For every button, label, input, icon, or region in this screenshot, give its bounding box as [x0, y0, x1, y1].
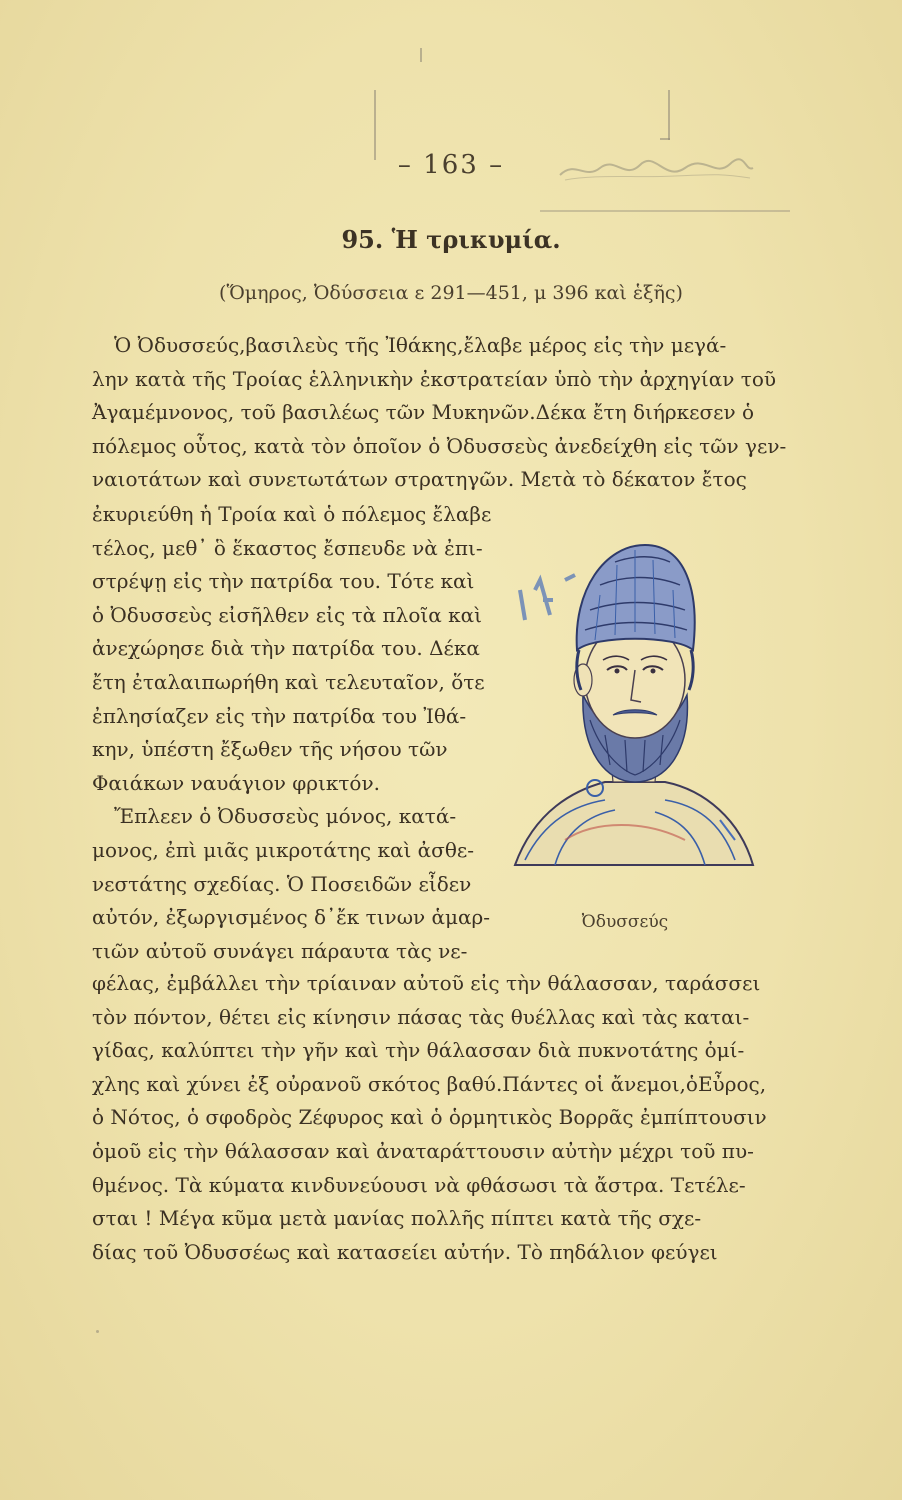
text-line: ὁμοῦ εἰς τὴν θάλασσαν καὶ ἀναταράττουσιν αὐτὴν μέχρι τοῦ πυ-: [92, 1138, 754, 1163]
paragraph-2-bottom: [92, 967, 767, 1269]
odysseus-portrait-illustration: [495, 520, 765, 900]
text-line: σται ! Μέγα κῦμα μετὰ μανίας πολλῆς πίπτει κατὰ τῆς σχε-: [92, 1206, 702, 1231]
text-line: ναιοτάτων καὶ συνετωτάτων στρατηγῶν. Μετὰ τὸ δέκατον ἔτος: [92, 467, 747, 492]
text-line: νεστάτης σχεδίας. Ὁ Ποσειδῶν εἶδεν: [92, 871, 472, 896]
text-line: Φαιάκων ναυάγιον φρικτόν.: [92, 770, 380, 795]
text-line: ἀνεχώρησε διὰ τὴν πατρίδα του. Δέκα: [92, 636, 480, 661]
text-line: κην, ὑπέστη ἔξωθεν τῆς νήσου τῶν: [92, 737, 448, 762]
text-line: ἔτη ἐταλαιπωρήθη καὶ τελευταῖον, ὅτε: [92, 669, 485, 694]
text-line: πόλεμος οὗτος, κατὰ τὸν ὁποῖον ὁ Ὀδυσσεὺς ἀνεδείχθη εἰς τῶν γεν-: [92, 433, 787, 458]
text-line: ὁ Ὀδυσσεὺς εἰσῆλθεν εἰς τὰ πλοῖα καὶ: [92, 602, 482, 627]
pencil-mark-hook: [660, 138, 670, 140]
text-line: στρέψῃ εἰς τὴν πατρίδα του. Τότε καὶ: [92, 569, 475, 594]
text-line: χλης καὶ χύνει ἐξ οὐρανοῦ σκότος βαθύ.Πάντες οἱ ἄνεμοι,ὁΕὖρος,: [92, 1071, 767, 1096]
text-line: τὸν πόντον, θέτει εἰς κίνησιν πάσας τὰς θυέλλας καὶ τὰς καται-: [92, 1004, 750, 1029]
narrow-column-text: [92, 498, 492, 968]
text-line: τέλος, μεθ᾿ ὃ ἕκαστος ἔσπευδε νὰ ἐπι-: [92, 535, 483, 560]
section-heading: [0, 225, 902, 254]
text-line: Ἀγαμέμνονος, τοῦ βασιλέως τῶν Μυκηνῶν.Δέκα ἔτη διήρκεσεν ὁ: [92, 400, 755, 425]
pencil-rule-line: [540, 210, 790, 212]
blue-pencil-annotation: [520, 575, 575, 620]
text-line: δίας τοῦ Ὀδυσσέως καὶ κατασείει αὐτήν. Τὸ πηδάλιον φεύγει: [92, 1239, 718, 1264]
pencil-mark-bottom: [96, 1330, 99, 1333]
pencil-mark-vertical-right: [668, 90, 670, 140]
text-line: Ἔπλεεν ὁ Ὀδυσσεὺς μόνος, κατά-: [114, 804, 457, 829]
section-title: Ἡ τρικυμία.: [391, 225, 561, 254]
text-line: Ὁ Ὀδυσσεύς,βασιλεὺς τῆς Ἰθάκης,ἔλαβε μέρος εἰς τὴν μεγά-: [114, 333, 727, 357]
text-line: λην κατὰ τῆς Τροίας ἑλληνικὴν ἐκστρατείαν ὑπὸ τὴν ἀρχηγίαν τοῦ: [92, 366, 777, 391]
text-line: θμένος. Τὰ κύματα κινδυνεύουσι νὰ φθάσωσι τὰ ἄστρα. Τετέλε-: [92, 1172, 746, 1197]
section-number: 95.: [341, 225, 384, 254]
text-line: ἐκυριεύθη ἡ Τροία καὶ ὁ πόλεμος ἔλαβε: [92, 502, 492, 526]
text-line: γίδας, καλύπτει τὴν γῆν καὶ τὴν θάλασσαν διὰ πυκνοτάτης ὁμί-: [92, 1038, 745, 1063]
text-line: ἐπλησίαζεν εἰς τὴν πατρίδα του Ἰθά-: [92, 703, 467, 728]
paragraph-1-top: [92, 329, 787, 497]
text-line: φέλας, ἐμβάλλει τὴν τρίαιναν αὐτοῦ εἰς τὴν θάλασσαν, ταράσσει: [92, 971, 761, 995]
page-number: – 163 –: [397, 150, 505, 180]
text-line: τιῶν αὐτοῦ συνάγει πάραυτα τὰς νε-: [92, 938, 468, 963]
source-reference: (Ὅμηρος, Ὀδύσσεια ε 291—451, μ 396 καὶ ἑξῆς): [219, 282, 683, 304]
portrait-caption: Ὀδυσσεύς: [581, 912, 669, 932]
text-line: ὁ Νότος, ὁ σφοδρὸς Ζέφυρος καὶ ὁ ὁρμητικὸς Βορρᾶς ἐμπίπτουσιν: [92, 1105, 767, 1130]
text-line: αὐτόν, ἐξωργισμένος δ᾿ἔκ τινων ἁμαρ-: [92, 905, 491, 930]
pencil-mark-top: [420, 48, 422, 62]
text-line: μονος, ἐπὶ μιᾶς μικροτάτης καὶ ἀσθε-: [92, 837, 474, 862]
